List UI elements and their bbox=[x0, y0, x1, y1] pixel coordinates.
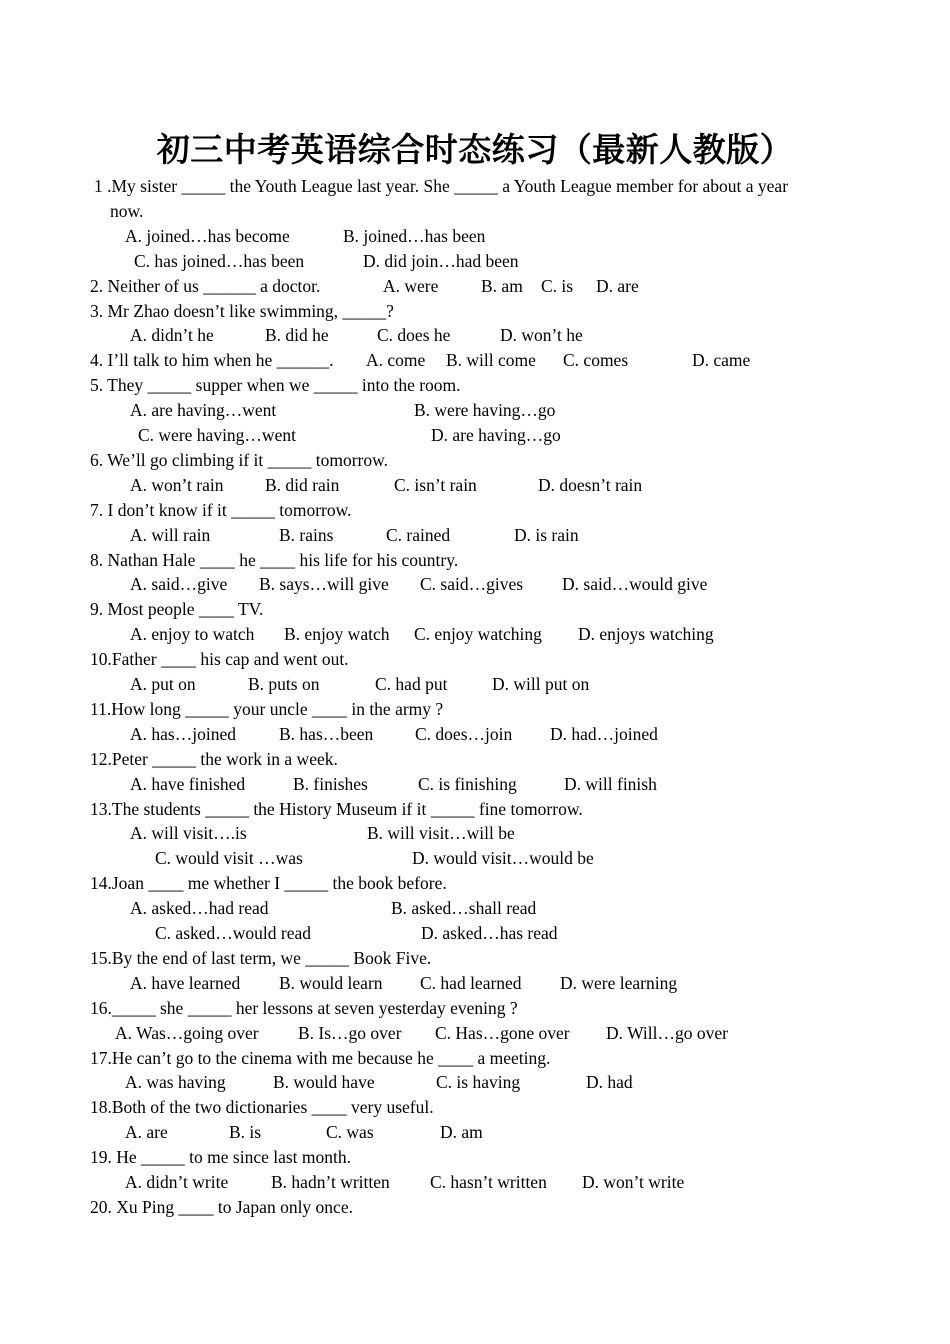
answer-option: A. were bbox=[383, 275, 439, 296]
answer-option: C. hasn’t written bbox=[430, 1172, 547, 1192]
answer-option: A. won’t rain bbox=[130, 474, 224, 495]
answer-option: B. did he bbox=[265, 325, 329, 346]
answer-option: A. have learned bbox=[130, 972, 241, 993]
answer-option: A. didn’t he bbox=[130, 325, 214, 346]
answer-option: C. is finishing bbox=[418, 773, 517, 794]
answer-option: B. am bbox=[481, 275, 523, 296]
question-text: 13.The students _____ the History Museum if it _____ fine tomorrow. bbox=[90, 798, 583, 819]
options-line bbox=[0, 622, 950, 647]
answer-option: C. is bbox=[541, 275, 574, 296]
answer-option: B. is bbox=[229, 1122, 262, 1143]
answer-option: D. would visit…would be bbox=[412, 848, 594, 869]
question-text: 16._____ she _____ her lessons at seven yesterday evening ? bbox=[90, 997, 518, 1018]
answer-option: D. were learning bbox=[560, 972, 678, 993]
question-line bbox=[0, 548, 950, 573]
options-line bbox=[0, 423, 950, 448]
answer-option: B. did rain bbox=[265, 474, 340, 495]
answer-option: D. said…would give bbox=[562, 574, 708, 595]
question-line bbox=[0, 498, 950, 523]
answer-option: A. was having bbox=[125, 1072, 226, 1093]
question-line bbox=[0, 697, 950, 722]
question-line bbox=[0, 1195, 950, 1220]
answer-option: D. had bbox=[586, 1072, 633, 1093]
options-line bbox=[0, 846, 950, 871]
question-line bbox=[0, 946, 950, 971]
question-line bbox=[0, 1145, 950, 1170]
answer-option: A. Was…going over bbox=[115, 1022, 259, 1043]
answer-option: A. said…give bbox=[130, 574, 228, 595]
answer-option: B. will come bbox=[446, 350, 536, 371]
options-line bbox=[0, 821, 950, 846]
answer-option: B. Is…go over bbox=[298, 1022, 402, 1043]
question-line bbox=[0, 199, 950, 224]
question-text: now. bbox=[110, 200, 144, 221]
answer-option: D. is rain bbox=[514, 524, 579, 545]
answer-option: D. had…joined bbox=[550, 723, 658, 744]
answer-option: D. doesn’t rain bbox=[538, 474, 643, 495]
question-text: 14.Joan ____ me whether I _____ the book before. bbox=[90, 873, 447, 894]
question-text: 2. Neither of us ______ a doctor. bbox=[90, 275, 321, 296]
answer-option: B. says…will give bbox=[259, 574, 389, 595]
options-line bbox=[0, 473, 950, 498]
answer-option: B. hadn’t written bbox=[271, 1172, 390, 1192]
question-text: 17.He can’t go to the cinema with me because he ____ a meeting. bbox=[90, 1047, 551, 1068]
answer-option: D. Will…go over bbox=[606, 1022, 728, 1043]
question-line bbox=[0, 448, 950, 473]
question-text: 1 .My sister _____ the Youth League last year. She _____ a Youth League member for about a year bbox=[94, 176, 789, 196]
answer-option: C. would visit …was bbox=[155, 848, 303, 869]
answer-option: B. were having…go bbox=[414, 400, 556, 421]
options-line bbox=[0, 1120, 950, 1145]
question-text: 20. Xu Ping ____ to Japan only once. bbox=[90, 1196, 353, 1217]
answer-option: C. Has…gone over bbox=[435, 1022, 570, 1043]
question-line bbox=[0, 373, 950, 398]
question-line bbox=[0, 1046, 950, 1071]
answer-option: B. rains bbox=[279, 524, 334, 545]
answer-option: A. are having…went bbox=[130, 400, 277, 421]
question-text: 9. Most people ____ TV. bbox=[90, 599, 264, 620]
answer-option: D. will put on bbox=[492, 674, 590, 694]
options-line bbox=[0, 921, 950, 946]
question-text: 3. Mr Zhao doesn’t like swimming, _____? bbox=[90, 300, 394, 321]
question-line bbox=[0, 797, 950, 822]
answer-option: D. did join…had been bbox=[363, 250, 519, 271]
question-line bbox=[0, 647, 950, 672]
answer-option: C. rained bbox=[386, 524, 451, 545]
answer-option: A. come bbox=[366, 350, 426, 371]
answer-option: A. put on bbox=[130, 674, 196, 694]
question-line bbox=[0, 174, 950, 199]
answer-option: D. will finish bbox=[564, 773, 657, 794]
question-text: 6. We’ll go climbing if it _____ tomorrow. bbox=[90, 449, 389, 470]
question-line bbox=[0, 597, 950, 622]
answer-option: C. asked…would read bbox=[155, 923, 312, 943]
answer-option: A. didn’t write bbox=[125, 1172, 229, 1192]
answer-option: A. asked…had read bbox=[130, 898, 269, 919]
question-line bbox=[0, 274, 950, 299]
options-line bbox=[0, 323, 950, 348]
question-line bbox=[0, 871, 950, 896]
question-line bbox=[0, 747, 950, 772]
answer-option: C. had put bbox=[375, 674, 448, 694]
answer-option: A. joined…has become bbox=[125, 225, 290, 246]
answer-option: A. will visit….is bbox=[130, 823, 247, 844]
question-line bbox=[0, 996, 950, 1021]
question-line bbox=[0, 1095, 950, 1120]
options-line bbox=[0, 523, 950, 548]
options-line bbox=[0, 971, 950, 996]
question-text: 19. He _____ to me since last month. bbox=[90, 1147, 352, 1168]
page-title: 初三中考英语综合时态练习（最新人教版） bbox=[156, 130, 794, 169]
answer-option: B. has…been bbox=[279, 723, 374, 744]
answer-option: B. puts on bbox=[248, 674, 320, 694]
answer-option: D. came bbox=[692, 350, 751, 371]
answer-option: C. does he bbox=[377, 325, 451, 346]
options-line bbox=[0, 722, 950, 747]
options-line bbox=[0, 224, 950, 249]
answer-option: B. enjoy watch bbox=[284, 624, 390, 645]
answer-option: A. enjoy to watch bbox=[130, 624, 255, 645]
options-line bbox=[0, 249, 950, 274]
answer-option: D. enjoys watching bbox=[578, 624, 714, 645]
answer-option: A. have finished bbox=[130, 773, 246, 794]
answer-option: D. asked…has read bbox=[421, 923, 558, 943]
answer-option: C. is having bbox=[436, 1072, 521, 1093]
answer-option: C. has joined…has been bbox=[134, 250, 305, 271]
question-text: 18.Both of the two dictionaries ____ very useful. bbox=[90, 1097, 434, 1118]
answer-option: D. won’t he bbox=[500, 325, 583, 346]
question-line bbox=[0, 299, 950, 324]
answer-option: B. finishes bbox=[293, 773, 368, 794]
options-line bbox=[0, 1170, 950, 1195]
options-line bbox=[0, 672, 950, 697]
answer-option: B. asked…shall read bbox=[391, 898, 537, 919]
question-text: 8. Nathan Hale ____ he ____ his life for his country. bbox=[90, 549, 459, 570]
question-text: 7. I don’t know if it _____ tomorrow. bbox=[90, 499, 352, 520]
question-text: 12.Peter _____ the work in a week. bbox=[90, 748, 338, 769]
answer-option: A. will rain bbox=[130, 524, 211, 545]
answer-option: B. would learn bbox=[279, 972, 383, 993]
options-line bbox=[0, 572, 950, 597]
options-line bbox=[0, 896, 950, 921]
options-line bbox=[0, 772, 950, 797]
answer-option: B. would have bbox=[273, 1072, 375, 1093]
answer-option: C. isn’t rain bbox=[394, 474, 477, 495]
options-line bbox=[0, 1070, 950, 1095]
question-text: 5. They _____ supper when we _____ into the room. bbox=[90, 375, 461, 396]
options-line bbox=[0, 398, 950, 423]
question-line bbox=[0, 348, 950, 373]
answer-option: D. am bbox=[440, 1122, 483, 1143]
answer-option: B. joined…has been bbox=[343, 225, 486, 246]
answer-option: B. will visit…will be bbox=[367, 823, 515, 844]
answer-option: D. are having…go bbox=[431, 425, 561, 445]
question-text: 10.Father ____ his cap and went out. bbox=[90, 649, 349, 670]
answer-option: C. comes bbox=[563, 350, 629, 371]
answer-option: C. said…gives bbox=[420, 574, 524, 595]
answer-option: C. was bbox=[326, 1122, 374, 1143]
answer-option: D. won’t write bbox=[582, 1172, 685, 1192]
answer-option: A. are bbox=[125, 1122, 168, 1143]
question-text: 15.By the end of last term, we _____ Book Five. bbox=[90, 947, 432, 968]
question-text: 11.How long _____ your uncle ____ in the army ? bbox=[90, 698, 444, 719]
options-line bbox=[0, 1021, 950, 1046]
answer-option: C. enjoy watching bbox=[414, 624, 542, 645]
answer-option: C. does…join bbox=[415, 723, 513, 744]
answer-option: A. has…joined bbox=[130, 723, 236, 744]
answer-option: C. were having…went bbox=[138, 425, 296, 445]
answer-option: C. had learned bbox=[420, 972, 522, 993]
answer-option: D. are bbox=[596, 275, 639, 296]
question-text: 4. I’ll talk to him when he ______. bbox=[90, 350, 334, 371]
